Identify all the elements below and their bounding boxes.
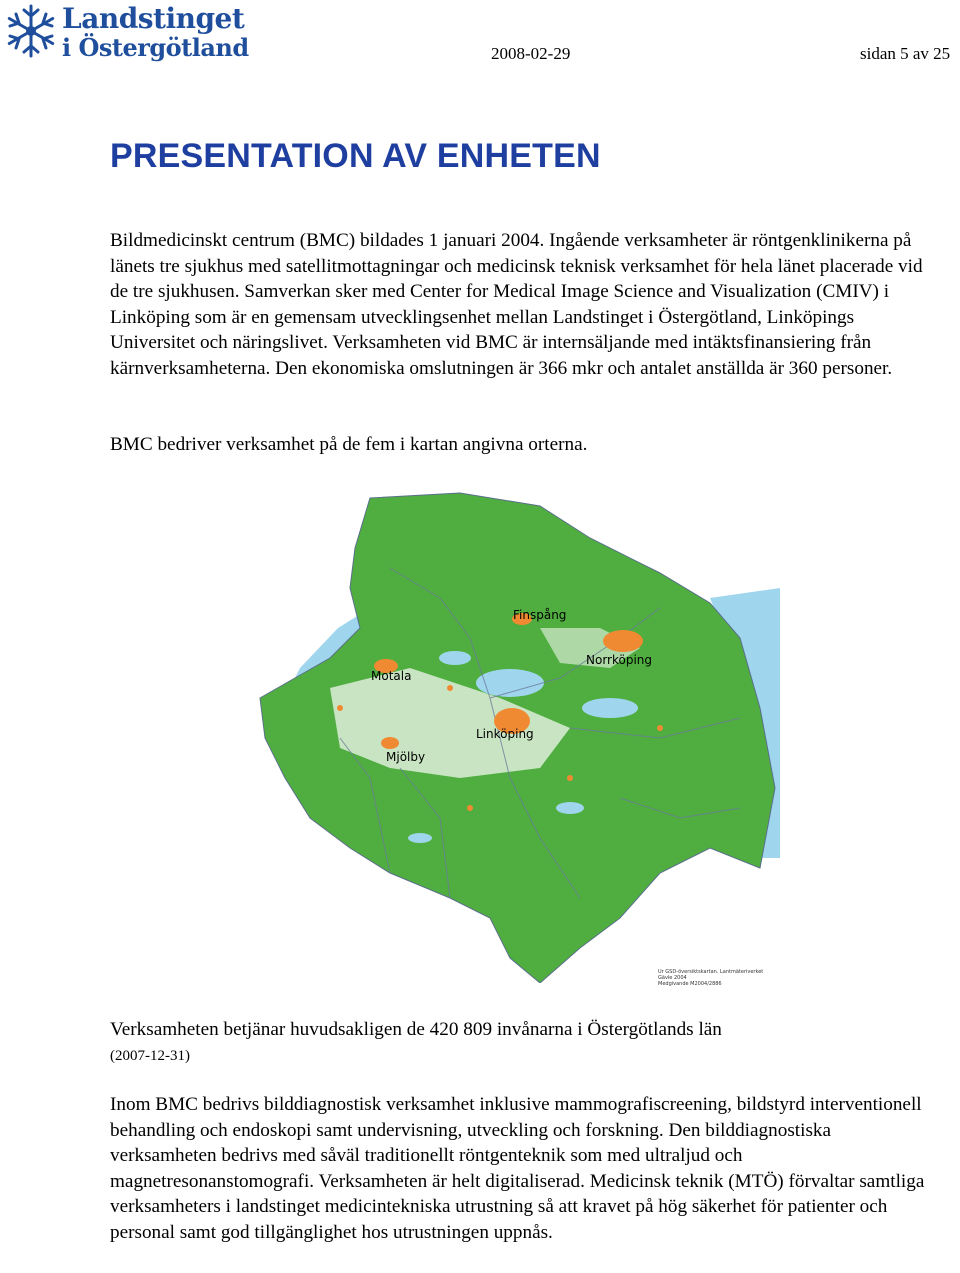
region-map xyxy=(240,478,780,987)
activities-paragraph: Inom BMC bedrivs bilddiagnostisk verksamhet inklusive mammografiscreening, bildstyrd interventionell behandling och endoskopi samt undervisning, utveckling och forskning. Den bilddiagnostiska verksamheten bedrivs med såväl traditionellt röntgenteknik som med ultraljud och magnetresonanstomografi. Verksamheten är helt digitaliserad. Medicinsk teknik (MTÖ) förvaltar samtliga verksamheters i landstinget medicintekniska utrustning så att kravet på hög säkerhet för patienter och personal samt god tillgänglighet hos utrustningen uppnås. xyxy=(110,1094,925,1243)
map-credit-line-1: Ur GSD-översiktskartan. Lantmäteriverket Gävle 2004 xyxy=(658,969,764,981)
map-label-finspang: Finspång xyxy=(513,608,567,622)
page-title: PRESENTATION AV ENHETEN xyxy=(110,137,601,175)
map-label-norrkoping: Norrköping xyxy=(586,653,653,667)
landstinget-logo xyxy=(0,0,250,64)
intro-paragraph: Bildmedicinskt centrum (BMC) bildades 1 januari 2004. Ingående verksamheter är röntgenklinikerna på länets tre sjukhus med satellitmottagningar och medicinsk teknisk verksamhet för hela länet placerade vid de tre sjukhusen. Samverkan sker med Center for Medical Image Science and Visualization (CMIV) i Linköping som är en gemensam utvecklingsenhet mellan Landstinget i Östergötland, Linköpings Universitet och näringslivet. Verksamheten vid BMC är internsäljande med intäktsfinansiering från kärnverksamheterna. Den ekonomiska omslutningen är 366 mkr och antalet anställda är 360 personer. xyxy=(110,230,923,379)
logo-line-2: i Östergötland xyxy=(62,33,249,62)
map-credit-line-2: Medgivande M2004/2886 xyxy=(658,981,722,987)
population-paragraph xyxy=(110,1017,930,1069)
population-text: Verksamheten betjänar huvudsakligen de 420 809 invånarna i Östergötlands län xyxy=(110,1019,722,1040)
map-label-mjolby: Mjölby xyxy=(386,750,426,764)
document-date: 2008-02-29 xyxy=(491,44,571,63)
population-date: (2007-12-31) xyxy=(110,1047,190,1064)
snowflake-logo-icon xyxy=(2,2,60,60)
map-intro-paragraph: BMC bedriver verksamhet på de fem i kartan angivna orterna. xyxy=(110,434,588,455)
logo-line-1: Landstinget xyxy=(62,2,245,35)
map-label-linkoping: Linköping xyxy=(476,727,534,741)
map-label-motala: Motala xyxy=(371,669,412,683)
map-credit xyxy=(658,969,778,987)
page-number: sidan 5 av 25 xyxy=(860,44,951,63)
